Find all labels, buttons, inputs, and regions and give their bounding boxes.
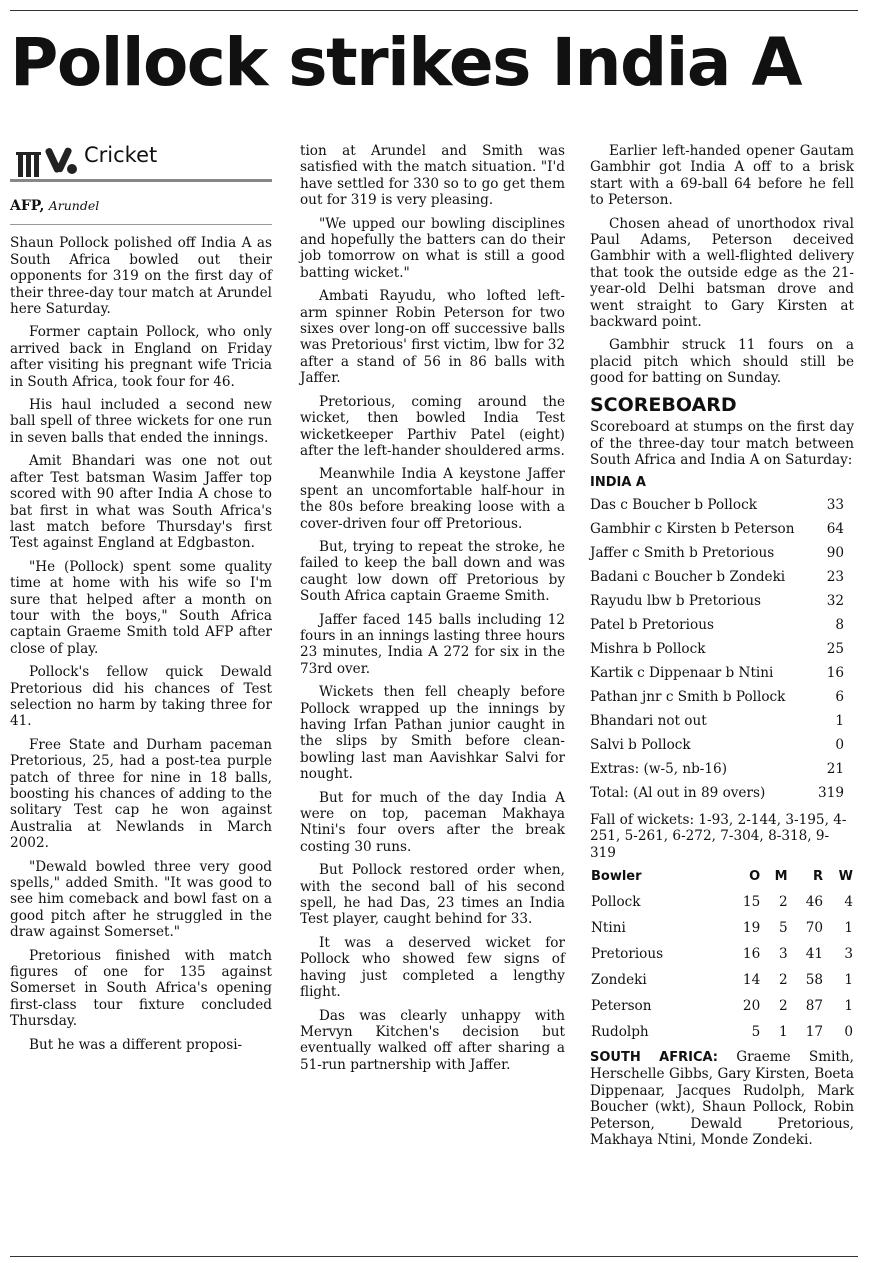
col-header: O xyxy=(749,868,761,884)
team-name: INDIA A xyxy=(590,475,646,491)
batting-row xyxy=(590,568,854,592)
byline-place: Arundel xyxy=(48,198,100,213)
cricket-icon xyxy=(14,145,80,177)
batsman: Das c Boucher b Pollock xyxy=(590,496,757,513)
overs: 16 xyxy=(742,945,761,962)
top-rule xyxy=(10,10,858,11)
paragraph: Ambati Rayudu, who lofted left-arm spinner Robin Peterson for two sixes over long-on off successive balls was Pretorious' first victim, lbw for 32 after a stand of 56 in 86 balls with Jaffer. xyxy=(300,288,565,387)
runs: 32 xyxy=(826,592,844,609)
maidens: 3 xyxy=(778,945,788,962)
paragraph: It was a deserved wicket for Pollock who showed few signs of having just completed a lengthy flight. xyxy=(300,934,565,1001)
paragraph: Pretorious, coming around the wicket, then bowled India Test wicketkeeper Parthiv Patel (eight) after the left-hander shouldered arms. xyxy=(300,393,565,459)
batsman: Gambhir c Kirsten b Peterson xyxy=(590,520,795,537)
runs: 16 xyxy=(826,664,844,681)
overs: 14 xyxy=(742,971,761,988)
bowling-row xyxy=(590,941,854,967)
col-header: Bowler xyxy=(591,868,642,884)
batsman: Pathan jnr c Smith b Pollock xyxy=(590,688,786,705)
batting-row xyxy=(590,712,854,736)
paragraph: Former captain Pollock, who only arrived back in England on Friday after visiting his pregnant wife Tricia in South Africa, took four for 46. xyxy=(10,324,272,390)
column-3 xyxy=(590,143,854,1148)
overs: 19 xyxy=(742,919,761,936)
batting-row xyxy=(590,688,854,712)
bowler: Zondeki xyxy=(591,971,647,988)
wickets: 0 xyxy=(844,1023,853,1040)
scoreboard-heading: SCOREBOARD xyxy=(590,393,737,416)
wickets: 1 xyxy=(844,919,853,936)
paragraph: But he was a different proposi- xyxy=(29,1036,243,1053)
runs: 23 xyxy=(826,568,844,585)
south-africa-squad xyxy=(590,1049,854,1148)
maidens: 2 xyxy=(778,893,788,910)
paragraph: Pretorious finished with match figures of one for 135 against Somerset in South Africa's opening first-class tour fixture concluded Thursday. xyxy=(10,947,272,1030)
section-header xyxy=(10,143,272,182)
bowling-row xyxy=(590,967,854,993)
extras-row xyxy=(590,760,854,784)
batting-row xyxy=(590,616,854,640)
wickets: 3 xyxy=(844,945,853,962)
paragraph: But for much of the day India A were on top, paceman Makhaya Ntini's four overs after the break costing 30 runs. xyxy=(300,789,565,855)
paragraph: Free State and Durham paceman Pretorious, 25, had a post-tea purple patch of three for nine in 18 balls, boosting his chances of adding to the solitary Test cap he won against Australia at Newlands in March 2002. xyxy=(10,736,272,852)
runs: 33 xyxy=(826,496,844,513)
batting-row xyxy=(590,544,854,568)
wickets: 1 xyxy=(844,997,853,1014)
headline: Pollock strikes India A xyxy=(10,24,801,101)
extras-runs: 21 xyxy=(826,760,844,777)
runs: 25 xyxy=(826,640,844,657)
batting-row xyxy=(590,664,854,688)
wickets: 1 xyxy=(844,971,853,988)
fall-of-wickets: Fall of wickets: 1-93, 2-144, 3-195, 4-251, 5-261, 6-272, 7-304, 8-318, 9-319 xyxy=(590,811,847,861)
paragraph: "Dewald bowled three very good spells," added Smith. "It was good to see him comeback and bowl fast on a good pitch after he struggled in the draw against Somerset." xyxy=(10,858,272,941)
bowling-table xyxy=(590,865,854,1045)
bowler: Rudolph xyxy=(591,1023,649,1040)
paragraph: Das was clearly unhappy with Mervyn Kitchen's decision but eventually walked off after sharing a 51-run partnership with Jaffer. xyxy=(300,1007,565,1073)
col-header: R xyxy=(812,868,823,884)
scoreboard-intro: Scoreboard at stumps on the first day of the three-day tour match between South Africa and India A on Saturday: xyxy=(590,419,854,468)
bowler: Peterson xyxy=(591,997,652,1014)
bowler: Pollock xyxy=(591,893,641,910)
paragraph: tion at Arundel and Smith was satisfied with the match situation. "I'd have settled for 330 so to go get them out for 319 is very pleasing. xyxy=(300,143,565,209)
batsman: Bhandari not out xyxy=(590,712,707,729)
batting-row xyxy=(590,496,854,520)
batting-row xyxy=(590,736,854,760)
col-header: M xyxy=(774,868,788,884)
overs: 15 xyxy=(742,893,761,910)
bowling-row xyxy=(590,993,854,1019)
paragraph: "We upped our bowling disciplines and hopefully the batters can do their job tomorrow on what is still a good batting wicket." xyxy=(300,215,565,281)
batsman: Rayudu lbw b Pretorious xyxy=(590,592,761,609)
runs: 46 xyxy=(805,893,823,910)
total-row xyxy=(590,784,854,808)
runs: 70 xyxy=(805,919,823,936)
bowling-row xyxy=(590,1019,854,1045)
squad-list: Graeme Smith, Herschelle Gibbs, Gary Kirsten, Boeta Dippenaar, Jacques Rudolph, Mark Boucher (wkt), Shaun Pollock, Robin Peterson, Dewald Pretorious, Makhaya Ntini, Monde Zondeki. xyxy=(590,1048,854,1148)
overs: 5 xyxy=(751,1023,761,1040)
batsman: Mishra b Pollock xyxy=(590,640,706,657)
runs: 1 xyxy=(835,712,844,729)
batsman: Kartik c Dippenaar b Ntini xyxy=(590,664,774,681)
paragraph: But Pollock restored order when, with the second ball of his second spell, he had Das, 23 times an India Test player, caught behind for 33. xyxy=(300,862,565,928)
runs: 17 xyxy=(805,1023,823,1040)
byline-rule xyxy=(10,224,272,225)
paragraph: Shaun Pollock polished off India A as South Africa bowled out their opponents for 319 on the first day of their three-day tour match at Arundel here Saturday. xyxy=(10,235,272,318)
runs: 6 xyxy=(835,688,844,705)
paragraph: His haul included a second new ball spell of three wickets for one run in seven balls that ended the innings. xyxy=(10,397,272,446)
runs: 90 xyxy=(826,544,844,561)
maidens: 5 xyxy=(778,919,788,936)
paragraph: "He (Pollock) spent some quality time at home with his wife so I'm sure that helped after a month on tour with the boys," South Africa captain Graeme Smith told AFP after close of play. xyxy=(10,558,272,657)
batting-row xyxy=(590,640,854,664)
paragraph: Chosen ahead of unorthodox rival Paul Adams, Peterson deceived Gambhir with a well-flighted delivery that took the outside edge as the 21-year-old Delhi batsman drove and went straight to Gary Kirsten at backward point. xyxy=(590,215,854,331)
paragraph: Pollock's fellow quick Dewald Pretorious did his chances of Test selection no harm by taking three for 41. xyxy=(10,664,272,730)
bowling-row xyxy=(590,889,854,915)
bowling-header-row xyxy=(590,865,854,889)
squad-label: SOUTH AFRICA: xyxy=(590,1049,718,1065)
batting-row xyxy=(590,520,854,544)
runs: 0 xyxy=(835,736,844,753)
paragraph: Gambhir struck 11 fours on a placid pitch which should still be good for batting on Sunday. xyxy=(590,337,854,387)
runs: 8 xyxy=(835,616,844,633)
paragraph: Jaffer faced 145 balls including 12 fours in an innings lasting three hours 23 minutes, India A 272 for six in the 73rd over. xyxy=(300,611,565,677)
maidens: 1 xyxy=(778,1023,788,1040)
overs: 20 xyxy=(742,997,761,1014)
runs: 64 xyxy=(826,520,844,537)
bowling-row xyxy=(590,915,854,941)
col-header: W xyxy=(838,868,853,884)
bowler: Ntini xyxy=(591,919,626,936)
paragraph: Earlier left-handed opener Gautam Gambhir got India A off to a brisk start with a 69-ball 64 before he fell to Peterson. xyxy=(590,143,854,209)
batting-row xyxy=(590,592,854,616)
batting-list xyxy=(590,496,854,808)
batsman: Salvi b Pollock xyxy=(590,736,691,753)
byline xyxy=(10,198,272,214)
byline-agency: AFP, xyxy=(10,198,45,214)
column-2 xyxy=(300,143,565,1080)
runs: 41 xyxy=(805,945,823,962)
paragraph: Meanwhile India A keystone Jaffer spent an uncomfortable half-hour in the 80s before breaking loose with a cover-driven four off Pretorious. xyxy=(300,466,565,532)
column-1 xyxy=(10,143,272,1060)
paragraph: Amit Bhandari was one not out after Test batsman Wasim Jaffer top scored with 90 after India A chose to bat first in what was South Africa's last match before Thursday's first Test against England at Edgbaston. xyxy=(10,453,272,552)
bottom-rule xyxy=(10,1256,858,1257)
batsman: Jaffer c Smith b Pretorious xyxy=(590,544,775,561)
runs: 87 xyxy=(805,997,823,1014)
paragraph: But, trying to repeat the stroke, he failed to keep the ball down and was caught low down off Pretorious by South Africa captain Graeme Smith. xyxy=(300,538,565,605)
wickets: 4 xyxy=(844,893,853,910)
maidens: 2 xyxy=(778,997,788,1014)
total-runs: 319 xyxy=(818,784,844,801)
batsman: Badani c Boucher b Zondeki xyxy=(590,568,786,585)
bowler: Pretorious xyxy=(591,945,664,962)
paragraph: Wickets then fell cheaply before Pollock wrapped up the innings by having Irfan Pathan junior caught in the slips by Smith before clean-bowling last man Aavishkar Salvi for nought. xyxy=(300,684,565,783)
batsman: Patel b Pretorious xyxy=(590,616,714,633)
maidens: 2 xyxy=(778,971,788,988)
runs: 58 xyxy=(805,971,823,988)
extras-label: Extras: (w-5, nb-16) xyxy=(590,760,728,777)
section-label: Cricket xyxy=(84,143,158,167)
total-label: Total: (Al out in 89 overs) xyxy=(590,784,766,801)
